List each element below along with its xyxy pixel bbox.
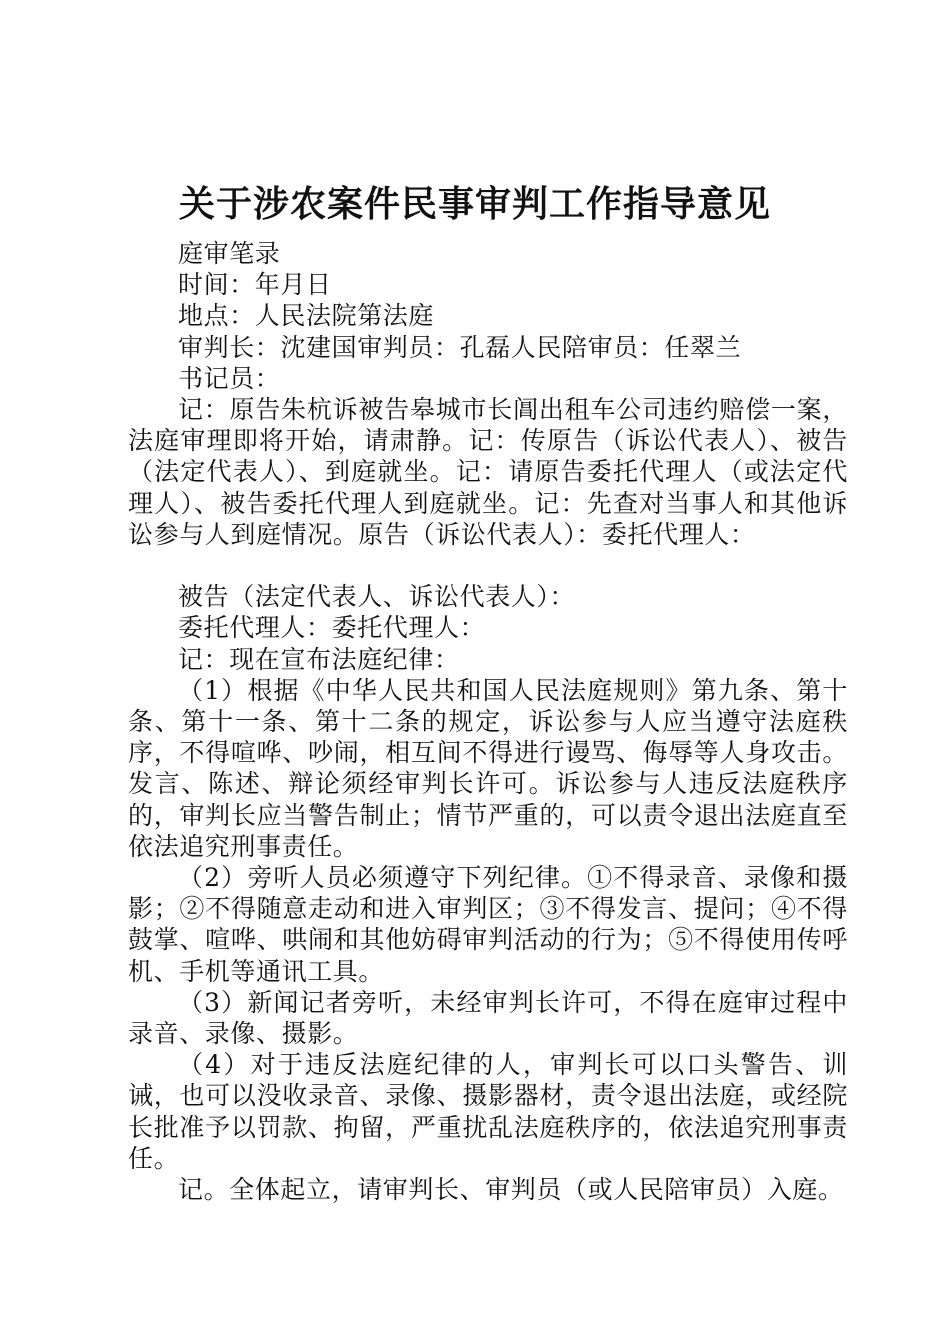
- paragraph: 时间：年月日: [178, 270, 332, 300]
- paragraph: 审判长：沈建国审判员：孔磊人民陪审员：任翠兰: [178, 332, 742, 362]
- blank-line: [128, 550, 848, 581]
- paragraph: 庭审笔录: [178, 239, 281, 268]
- paragraph: 被告（法定代表人、诉讼代表人）：: [178, 582, 576, 612]
- paragraph: （3）新闻记者旁听，未经审判长许可，不得在庭审过程中录音、录像、摄影。: [128, 987, 848, 1049]
- paragraph: 记。全体起立，请审判长、审判员（或人民陪审员）入庭。: [178, 1175, 844, 1205]
- paragraph: 书记员：: [178, 363, 281, 393]
- paragraph: 记：原告朱杭诉被告皋城市长阊出租车公司违约赔偿一案，法庭审理即将开始，请肃静。记：传原告（诉讼代表人）、被告（法定代表人）、到庭就坐。记：请原告委托代理人（或法定代理人）、被告委托代理人到庭就坐。记：先查对当事人和其他诉讼参与人到庭情况。原告（诉讼代表人）：委托代理人：: [128, 395, 848, 549]
- paragraph: 记：现在宣布法庭纪律：: [178, 644, 460, 674]
- paragraph: （1）根据《中华人民共和国人民法庭规则》第九条、第十条、第十一条、第十二条的规定，诉讼参与人应当遵守法庭秩序，不得喧哗、吵闹，相互间不得进行谩骂、侮辱等人身攻击。发言、陈述、辩论须经审判长许可。诉讼参与人违反法庭秩序的，审判长应当警告制止；情节严重的，可以责令退出法庭直至依法追究刑事责任。: [128, 675, 848, 861]
- paragraph: （2）旁听人员必须遵守下列纪律。①不得录音、录像和摄影；②不得随意走动和进入审判区；③不得发言、提问；④不得鼓掌、喧哗、哄闹和其他妨碍审判活动的行为；⑤不得使用传呼机、手机等通讯工具。: [128, 863, 848, 986]
- paragraph: （4）对于违反法庭纪律的人，审判长可以口头警告、训诫，也可以没收录音、录像、摄影器材，责令退出法庭，或经院长批准予以罚款、拘留，严重扰乱法庭秩序的，依法追究刑事责任。: [128, 1050, 848, 1173]
- paragraph: 地点：人民法院第法庭: [178, 301, 435, 331]
- document-body: [128, 238, 848, 1205]
- document-title: 关于涉农案件民事审判工作指导意见: [178, 184, 771, 225]
- paragraph: 委托代理人：委托代理人：: [178, 613, 486, 643]
